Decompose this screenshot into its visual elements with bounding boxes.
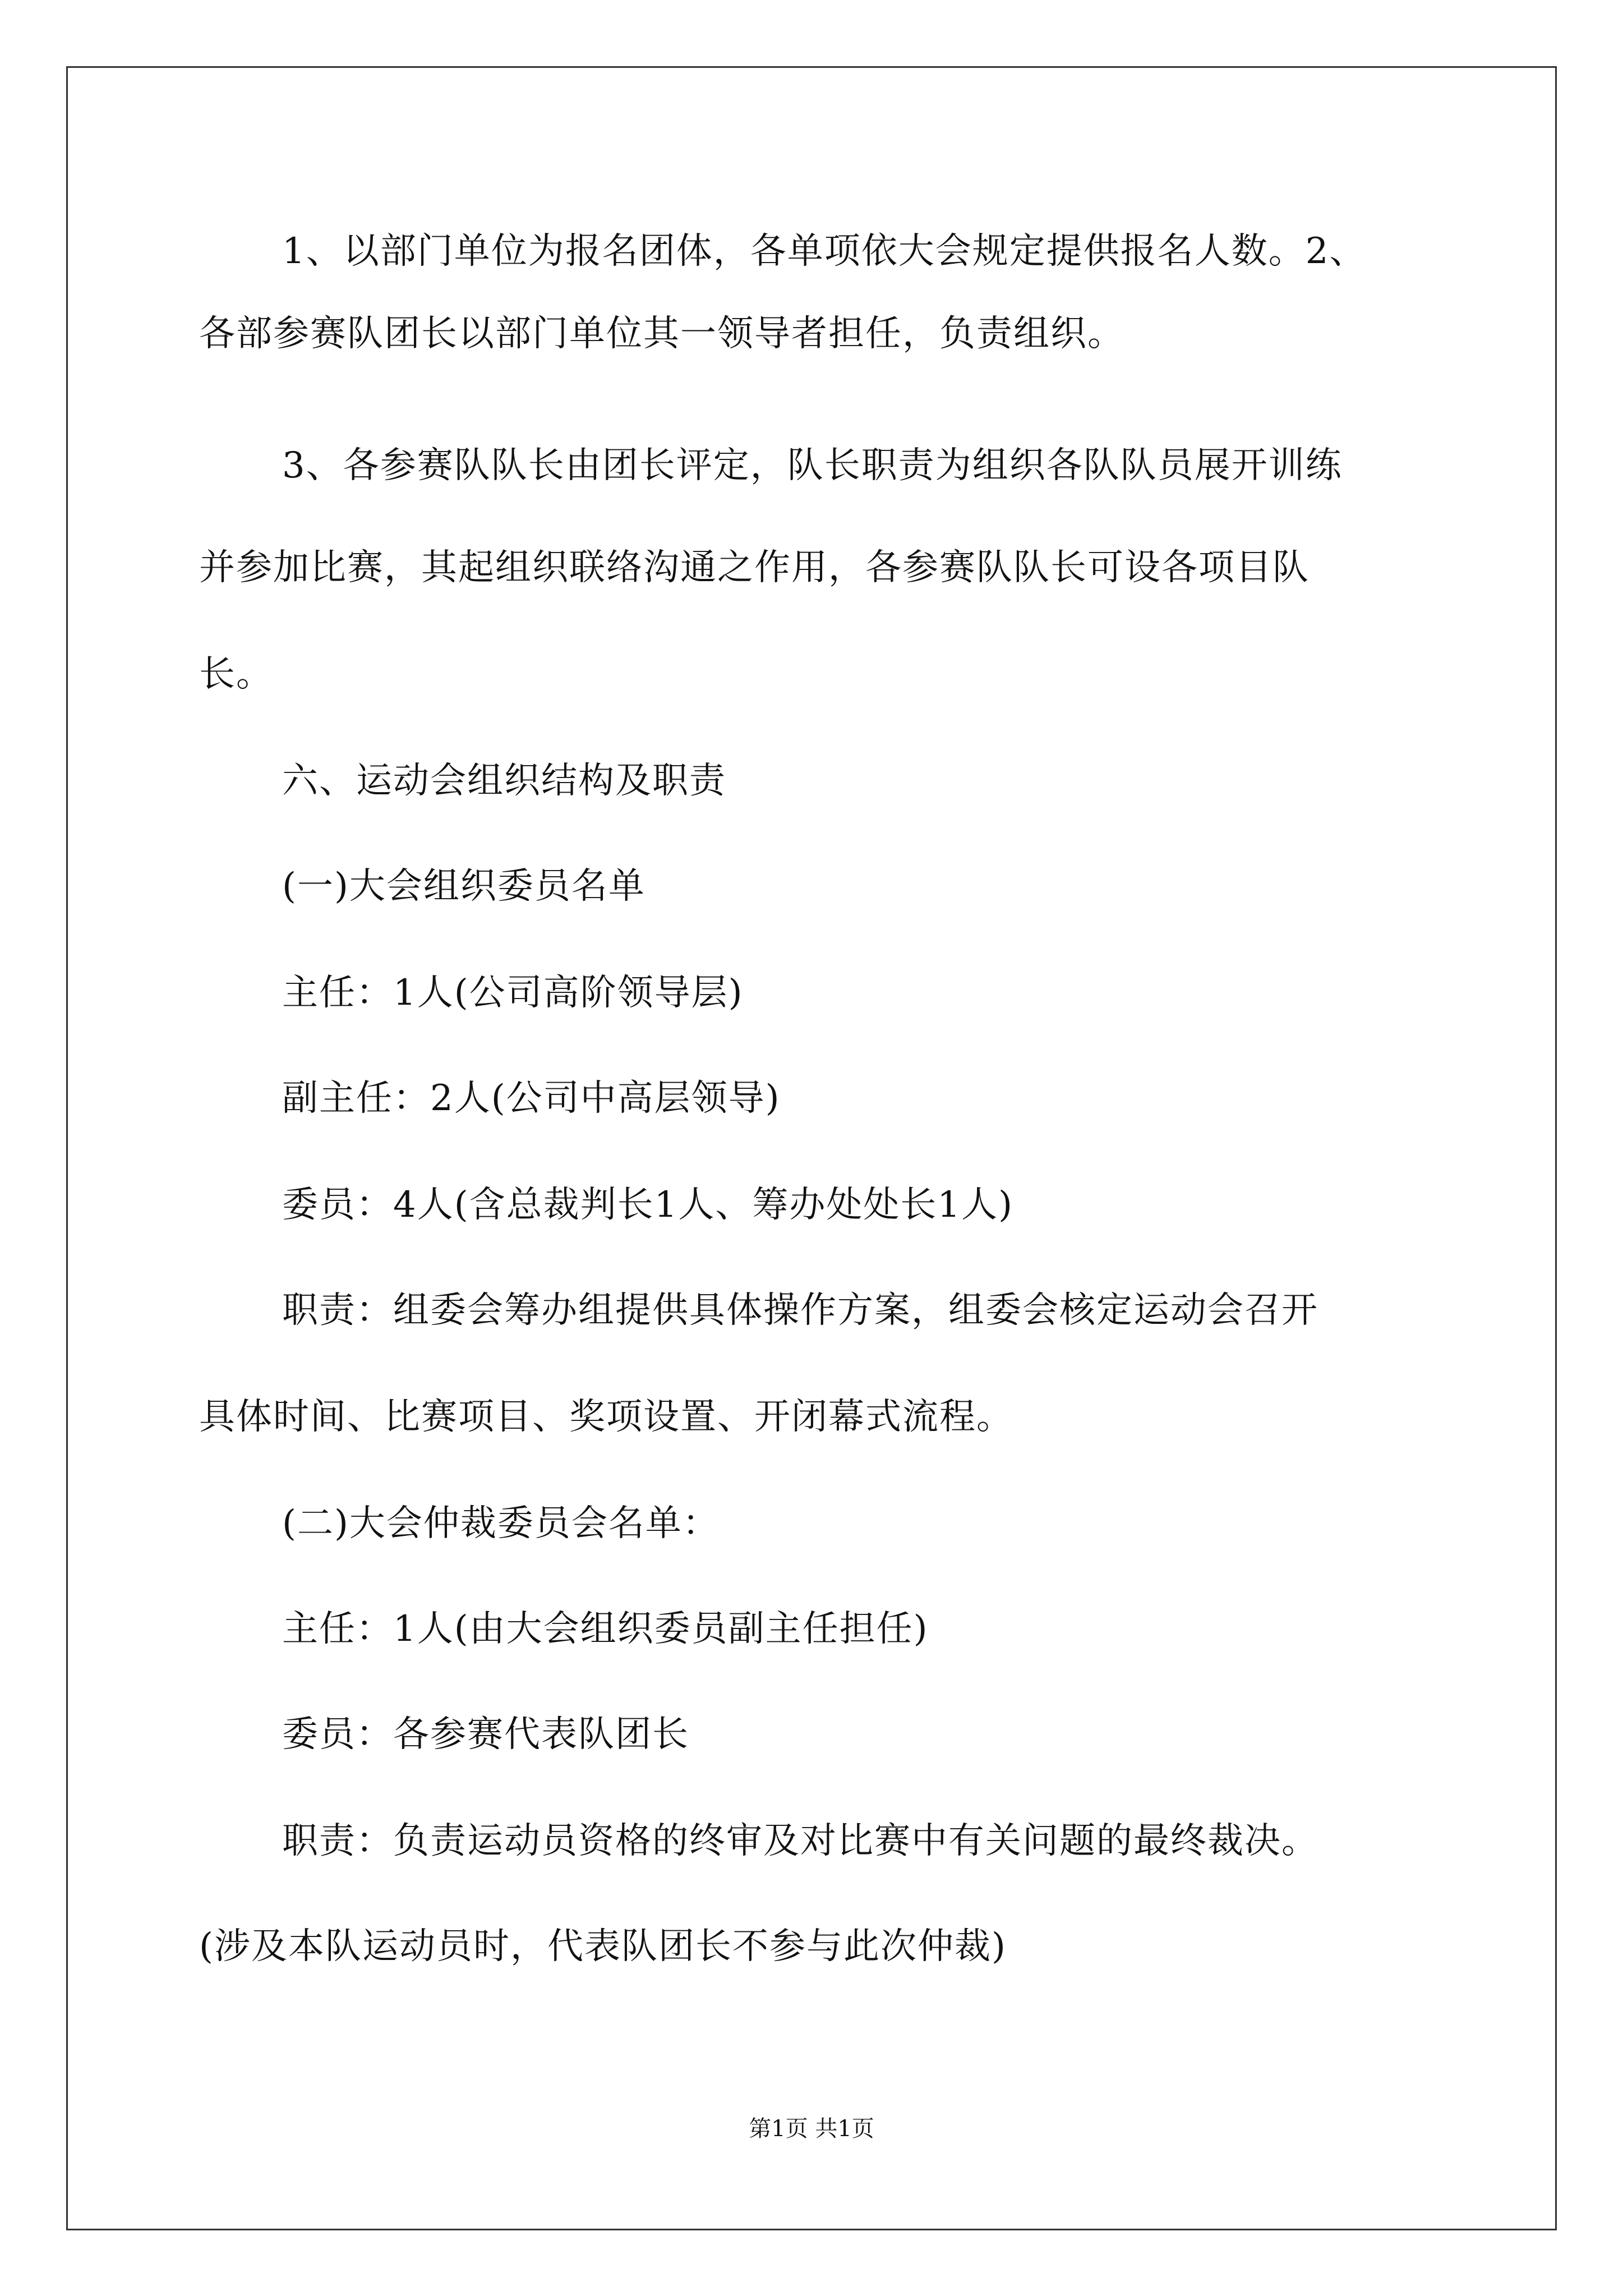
page-border (66, 66, 1557, 2230)
page-footer: 第1页 共1页 (749, 2116, 874, 2142)
paragraph-line: 并参加比赛，其起组织联络沟通之作用，各参赛队队长可设各项目队 (199, 547, 1310, 588)
section-heading: 六、运动会组织结构及职责 (282, 760, 726, 802)
paragraph-line: 各部参赛队团长以部门单位其一领导者担任，负责组织。 (199, 313, 1124, 355)
paragraph-line: 1、以部门单位为报名团体，各单项依大会规定提供报名人数。2、 (282, 231, 1367, 272)
subsection-heading: (一)大会组织委员名单 (282, 866, 645, 907)
paragraph-line: 副主任：2人(公司中高层领导) (282, 1078, 781, 1119)
paragraph-line: 具体时间、比赛项目、奖项设置、开闭幕式流程。 (199, 1396, 1013, 1438)
paragraph-line: 3、各参赛队队长由团长评定，队长职责为组织各队队员展开训练 (282, 445, 1343, 486)
paragraph-line: 主任：1人(公司高阶领导层) (282, 972, 744, 1014)
paragraph-line: (涉及本队运动员时，代表队团长不参与此次仲裁) (199, 1926, 1007, 1967)
paragraph-line: 职责：组委会筹办组提供具体操作方案，组委会核定运动会召开 (282, 1290, 1318, 1331)
paragraph-line: 职责：负责运动员资格的终审及对比赛中有关问题的最终裁决。 (282, 1820, 1318, 1862)
paragraph-line: 委员：4人(含总裁判长1人、筹办处处长1人) (282, 1184, 1014, 1226)
paragraph-line: 长。 (199, 654, 273, 695)
paragraph-line: 委员：各参赛代表队团长 (282, 1714, 689, 1755)
subsection-heading: (二)大会仲裁委员会名单： (282, 1503, 720, 1544)
paragraph-line: 主任：1人(由大会组织委员副主任担任) (282, 1608, 929, 1650)
